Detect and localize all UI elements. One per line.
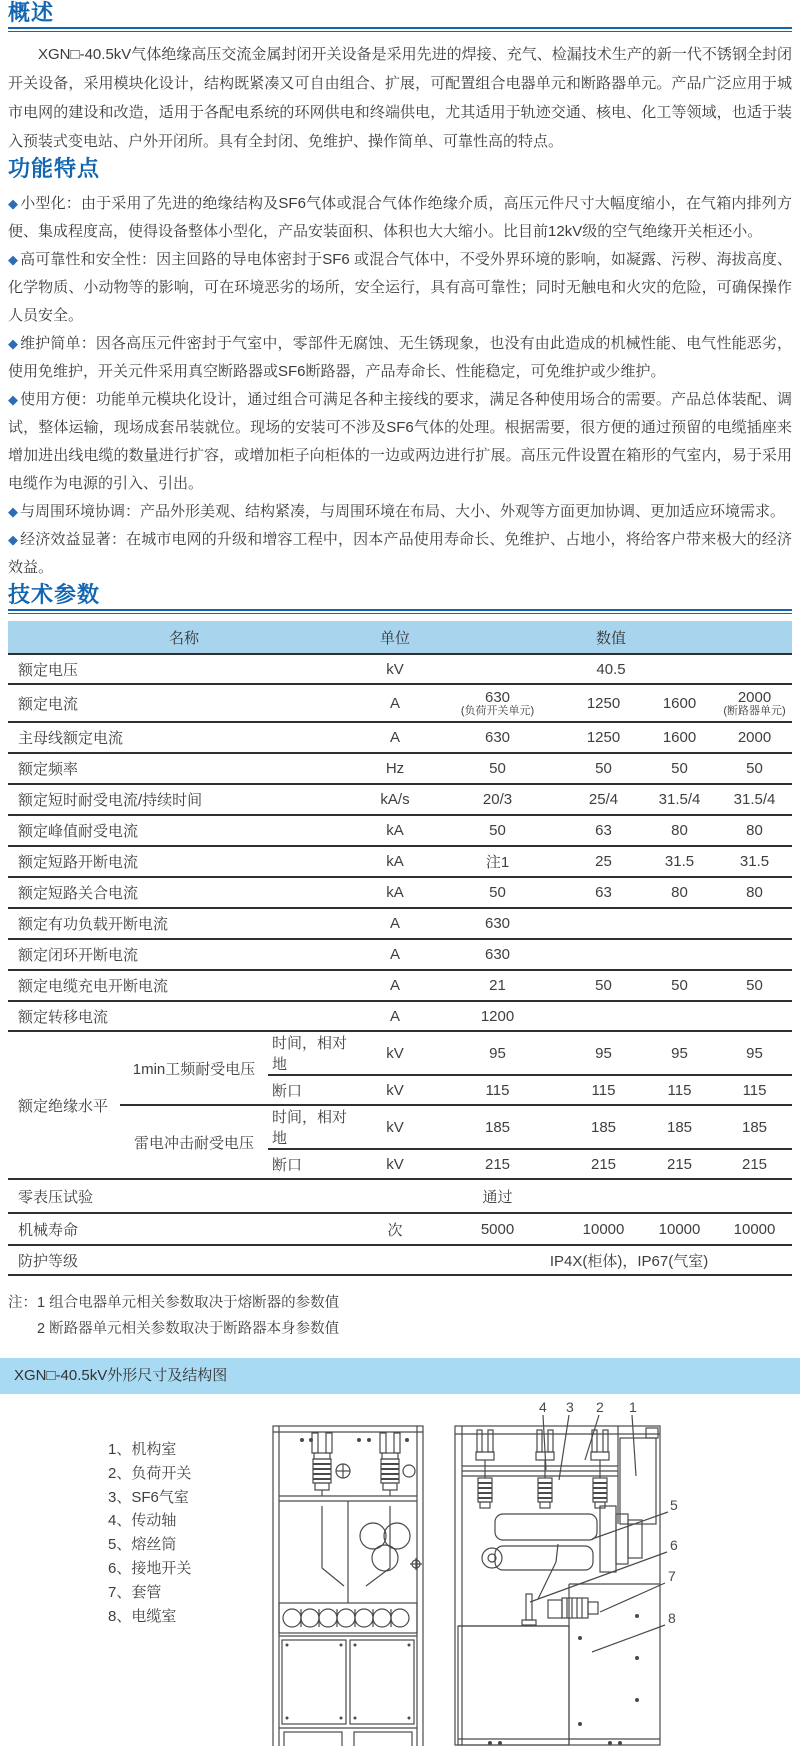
feature-text: 经济效益显著：在城市电网的升级和增容工程中，因本产品使用寿命长、免维护、占地小，将给客户带来极大的经济效益。 <box>8 531 792 576</box>
features-title: 功能特点 <box>8 156 101 181</box>
value-cell: 115 <box>565 1075 642 1105</box>
value-cell: 630 <box>430 722 565 753</box>
overview-title-underline <box>8 27 792 32</box>
row-name-cell: 额定短路开断电流 <box>8 846 360 877</box>
feature-list <box>8 190 792 582</box>
unit-cell: A <box>360 970 430 1001</box>
value-cell: 25 <box>565 846 642 877</box>
feature-text: 高可靠性和安全性：因主回路的导电体密封于SF6 或混合气体中，不受外界环境的影响，如凝露、污秽、海拔高度、化学物质、小动物等的影响，可在环境恶劣的场所，安全运行，具有高可靠性；同时无触电和火灾的危险，可确保操作人员安全。 <box>8 251 792 324</box>
row-name-cell: 额定电流 <box>8 684 360 722</box>
legend-item: 6、接地开关 <box>108 1559 192 1577</box>
value-cell: 50 <box>642 753 717 784</box>
table-row <box>8 939 792 970</box>
unit-cell: A <box>360 1001 430 1031</box>
row-name-cell: 额定绝缘水平 <box>8 1031 120 1179</box>
value-cell: 630 <box>430 908 565 939</box>
value-cell: 215 <box>565 1149 642 1179</box>
row-name-cell: 机械寿命 <box>8 1213 360 1245</box>
unit-cell <box>360 1245 430 1275</box>
unit-cell: 次 <box>360 1213 430 1245</box>
value-cell: 185 <box>717 1105 792 1149</box>
table-header-row <box>8 621 792 654</box>
row-name-cell: 额定频率 <box>8 753 360 784</box>
structure-section <box>0 1358 800 1746</box>
value-cell: 50 <box>430 815 565 846</box>
table-row <box>8 784 792 815</box>
col-header-value: 数值 <box>430 621 792 654</box>
diamond-bullet-icon: ◆ <box>8 196 19 211</box>
value-cell: 20/3 <box>430 784 565 815</box>
diamond-bullet-icon: ◆ <box>8 336 19 351</box>
table-row <box>8 1213 792 1245</box>
value-cell: 50 <box>430 877 565 908</box>
value-cell: 80 <box>717 815 792 846</box>
table-row <box>8 846 792 877</box>
table-row <box>8 1245 792 1275</box>
value-cell: 1200 <box>430 1001 565 1031</box>
callout-6: 6 <box>670 1537 678 1553</box>
table-notes <box>8 1290 792 1342</box>
structure-banner: XGN□-40.5kV外形尺寸及结构图 <box>0 1358 800 1394</box>
value-cell: 31.5 <box>642 846 717 877</box>
value-cell: 185 <box>565 1105 642 1149</box>
value-cell: 10000 <box>717 1213 792 1245</box>
value-cell: 1600 <box>642 684 717 722</box>
value-cell: 10000 <box>642 1213 717 1245</box>
row-name-cell: 额定短路关合电流 <box>8 877 360 908</box>
diamond-bullet-icon: ◆ <box>8 392 19 407</box>
value-cell: 50 <box>430 753 565 784</box>
row-name-cell: 额定电缆充电开断电流 <box>8 970 360 1001</box>
value-cell: 10000 <box>565 1213 642 1245</box>
features-section <box>0 156 800 582</box>
legend-item: 2、负荷开关 <box>108 1464 192 1482</box>
callout-5: 5 <box>670 1497 678 1513</box>
value-cell: 185 <box>430 1105 565 1149</box>
value-cell <box>565 908 642 939</box>
diamond-bullet-icon: ◆ <box>8 252 19 267</box>
table-row <box>8 908 792 939</box>
unit-cell: A <box>360 908 430 939</box>
legend-item: 8、电缆室 <box>108 1607 177 1625</box>
feature-item <box>8 190 792 246</box>
tech-params-table <box>8 621 792 1276</box>
tech-params-section <box>0 582 800 1342</box>
value-cell: 1600 <box>642 722 717 753</box>
insulation-row-1 <box>8 1031 792 1075</box>
value-cell <box>565 939 642 970</box>
insulation-sub-label: 断口 <box>268 1149 360 1179</box>
side-view-drawing <box>450 1394 690 1746</box>
value-note: (负荷开关单元) <box>460 704 535 717</box>
table-row <box>8 1001 792 1031</box>
value-cell: 215 <box>430 1149 565 1179</box>
value-cell: 115 <box>430 1075 565 1105</box>
value-cell <box>642 1179 717 1213</box>
feature-text: 小型化：由于采用了先进的绝缘结构及SF6气体或混合气体作绝缘介质，高压元件尺寸大幅度缩小，在气箱内排列方便、集成程度高，使得设备整体小型化，产品安装面积、体积也大大缩小。比目前12kV级的空气绝缘开关柜还小。 <box>8 195 792 240</box>
unit-cell: A <box>360 939 430 970</box>
value-cell: 2000 <box>717 722 792 753</box>
value-cell: 1250 <box>565 722 642 753</box>
overview-title: 概述 <box>8 0 55 25</box>
value-cell: 40.5 <box>430 654 792 684</box>
value-note: (断路器单元) <box>723 704 786 717</box>
front-view-drawing <box>270 1418 428 1746</box>
value-cell: 215 <box>642 1149 717 1179</box>
unit-cell: kA/s <box>360 784 430 815</box>
insulation-group-label: 雷电冲击耐受电压 <box>120 1105 268 1179</box>
row-name-cell: 防护等级 <box>8 1245 360 1275</box>
table-row <box>8 877 792 908</box>
feature-item <box>8 386 792 498</box>
unit-cell: kV <box>360 1031 430 1075</box>
legend-item: 7、套管 <box>108 1583 162 1601</box>
feature-text: 使用方便：功能单元模块化设计，通过组合可满足各种主接线的要求，满足各种使用场合的需要。产品总体装配、调试，整体运输，现场成套吊装就位。现场的安装可不涉及SF6气体的处理。根据需要，很方便的通过预留的电缆插座来增加进出线电缆的数量进行扩容，或增加柜子向柜体的一边或两边进行扩展。高压元件设置在箱形的气室内，易于采用电缆作为电源的引入、引出。 <box>8 391 792 492</box>
tech-params-title: 技术参数 <box>8 582 101 607</box>
value-cell: 215 <box>717 1149 792 1179</box>
unit-cell: kV <box>360 1149 430 1179</box>
value-cell: 63 <box>565 815 642 846</box>
value-cell <box>717 908 792 939</box>
callout-8: 8 <box>668 1610 676 1626</box>
diagram-area <box>0 1394 800 1746</box>
legend-item: 3、SF6气室 <box>108 1488 189 1506</box>
value-cell <box>642 908 717 939</box>
value-cell: 50 <box>642 970 717 1001</box>
table-row <box>8 684 792 722</box>
unit-cell: kV <box>360 1105 430 1149</box>
diagram-legend <box>108 1438 191 1628</box>
value-cell <box>717 939 792 970</box>
unit-cell: A <box>360 722 430 753</box>
value-cell: 通过 <box>430 1179 565 1213</box>
legend-item: 5、熔丝筒 <box>108 1536 177 1554</box>
feature-text: 与周围环境协调：产品外形美观、结构紧凑，与周围环境在布局、大小、外观等方面更加协调、更加适应环境需求。 <box>20 503 786 520</box>
feature-item <box>8 330 792 386</box>
unit-cell: Hz <box>360 753 430 784</box>
value-main: 2000 <box>737 688 772 706</box>
value-cell: 25/4 <box>565 784 642 815</box>
insulation-sub-label: 时间，相对地 <box>268 1031 360 1075</box>
feature-item <box>8 526 792 582</box>
value-cell: 50 <box>717 753 792 784</box>
value-cell: 31.5/4 <box>717 784 792 815</box>
value-cell <box>565 1001 642 1031</box>
overview-section <box>0 0 800 156</box>
row-name-cell: 额定短时耐受电流/持续时间 <box>8 784 360 815</box>
insulation-sub-label: 时间，相对地 <box>268 1105 360 1149</box>
value-cell: IP4X(柜体)，IP67(气室) <box>430 1245 792 1275</box>
value-cell <box>717 1179 792 1213</box>
value-cell: 50 <box>565 970 642 1001</box>
value-cell <box>430 684 565 722</box>
table-row <box>8 1179 792 1213</box>
unit-cell: A <box>360 684 430 722</box>
value-cell <box>642 1001 717 1031</box>
value-cell: 95 <box>717 1031 792 1075</box>
note-line: 2 断路器单元相关参数取决于断路器本身参数值 <box>37 1321 340 1337</box>
row-name-cell: 额定闭环开断电流 <box>8 939 360 970</box>
row-name-cell: 额定有功负载开断电流 <box>8 908 360 939</box>
value-cell: 115 <box>642 1075 717 1105</box>
feature-text: 维护简单：因各高压元件密封于气室中，零部件无腐蚀、无生锈现象，也没有由此造成的机械性能、电气性能恶劣，使用免维护，开关元件采用真空断路器或SF6断路器，产品寿命长、性能稳定，可免维护或少维护。 <box>8 335 792 380</box>
table-row <box>8 753 792 784</box>
value-cell: 95 <box>565 1031 642 1075</box>
col-header-unit: 单位 <box>360 621 430 654</box>
value-cell: 95 <box>430 1031 565 1075</box>
callout-2: 2 <box>596 1399 604 1415</box>
value-cell: 115 <box>717 1075 792 1105</box>
unit-cell: kV <box>360 654 430 684</box>
value-cell: 80 <box>642 815 717 846</box>
value-cell: 31.5 <box>717 846 792 877</box>
table-row <box>8 654 792 684</box>
row-name-cell: 额定转移电流 <box>8 1001 360 1031</box>
unit-cell: kA <box>360 815 430 846</box>
value-cell: 630 <box>430 939 565 970</box>
unit-cell: kA <box>360 846 430 877</box>
value-cell <box>565 1179 642 1213</box>
callout-7: 7 <box>668 1568 676 1584</box>
value-cell: 80 <box>642 877 717 908</box>
callout-3: 3 <box>566 1399 574 1415</box>
row-name-cell: 额定电压 <box>8 654 360 684</box>
value-cell: 50 <box>717 970 792 1001</box>
legend-item: 1、机构室 <box>108 1441 177 1458</box>
col-header-name: 名称 <box>8 621 360 654</box>
value-cell: 95 <box>642 1031 717 1075</box>
value-cell: 5000 <box>430 1213 565 1245</box>
table-row <box>8 722 792 753</box>
value-cell <box>717 1001 792 1031</box>
diamond-bullet-icon: ◆ <box>8 504 18 519</box>
tech-title-underline <box>8 609 792 614</box>
insulation-row-3 <box>8 1105 792 1149</box>
value-cell: 31.5/4 <box>642 784 717 815</box>
row-name-cell: 主母线额定电流 <box>8 722 360 753</box>
value-cell: 50 <box>565 753 642 784</box>
insulation-group-label: 1min工频耐受电压 <box>120 1031 268 1105</box>
table-row <box>8 970 792 1001</box>
row-name-cell: 零表压试验 <box>8 1179 360 1213</box>
note-line: 注：1 组合电器单元相关参数取决于熔断器的参数值 <box>8 1295 340 1311</box>
value-cell: 185 <box>642 1105 717 1149</box>
overview-paragraph: XGN□-40.5kV气体绝缘高压交流金属封闭开关设备是采用先进的焊接、充气、检漏技术生产的新一代不锈钢全封闭开关设备，采用模块化设计，结构既紧凑又可自由组合、扩展，可配置组合电器单元和断路器单元。产品广泛应用于城市电网的建设和改造，适用于各配电系统的环网供电和终端供电，尤其适用于轨迹交通、核电、化工等领域，也适于装入预装式变电站、户外开闭所。具有全封闭、免维护、操作简单、可靠性高的特点。 <box>8 46 792 150</box>
legend-item: 4、传动轴 <box>108 1512 177 1530</box>
value-cell: 80 <box>717 877 792 908</box>
unit-cell: kV <box>360 1075 430 1105</box>
value-cell: 1250 <box>565 684 642 722</box>
value-cell: 63 <box>565 877 642 908</box>
value-cell: 21 <box>430 970 565 1001</box>
insulation-sub-label: 断口 <box>268 1075 360 1105</box>
table-row <box>8 815 792 846</box>
feature-item <box>8 246 792 330</box>
value-cell: 注1 <box>430 846 565 877</box>
feature-item <box>8 498 792 526</box>
callout-4: 4 <box>539 1399 547 1415</box>
callout-1: 1 <box>629 1399 637 1415</box>
diamond-bullet-icon: ◆ <box>8 532 19 547</box>
row-name-cell: 额定峰值耐受电流 <box>8 815 360 846</box>
value-main: 630 <box>485 688 511 706</box>
value-cell <box>642 939 717 970</box>
value-cell <box>717 684 792 722</box>
unit-cell: kA <box>360 877 430 908</box>
unit-cell <box>360 1179 430 1213</box>
